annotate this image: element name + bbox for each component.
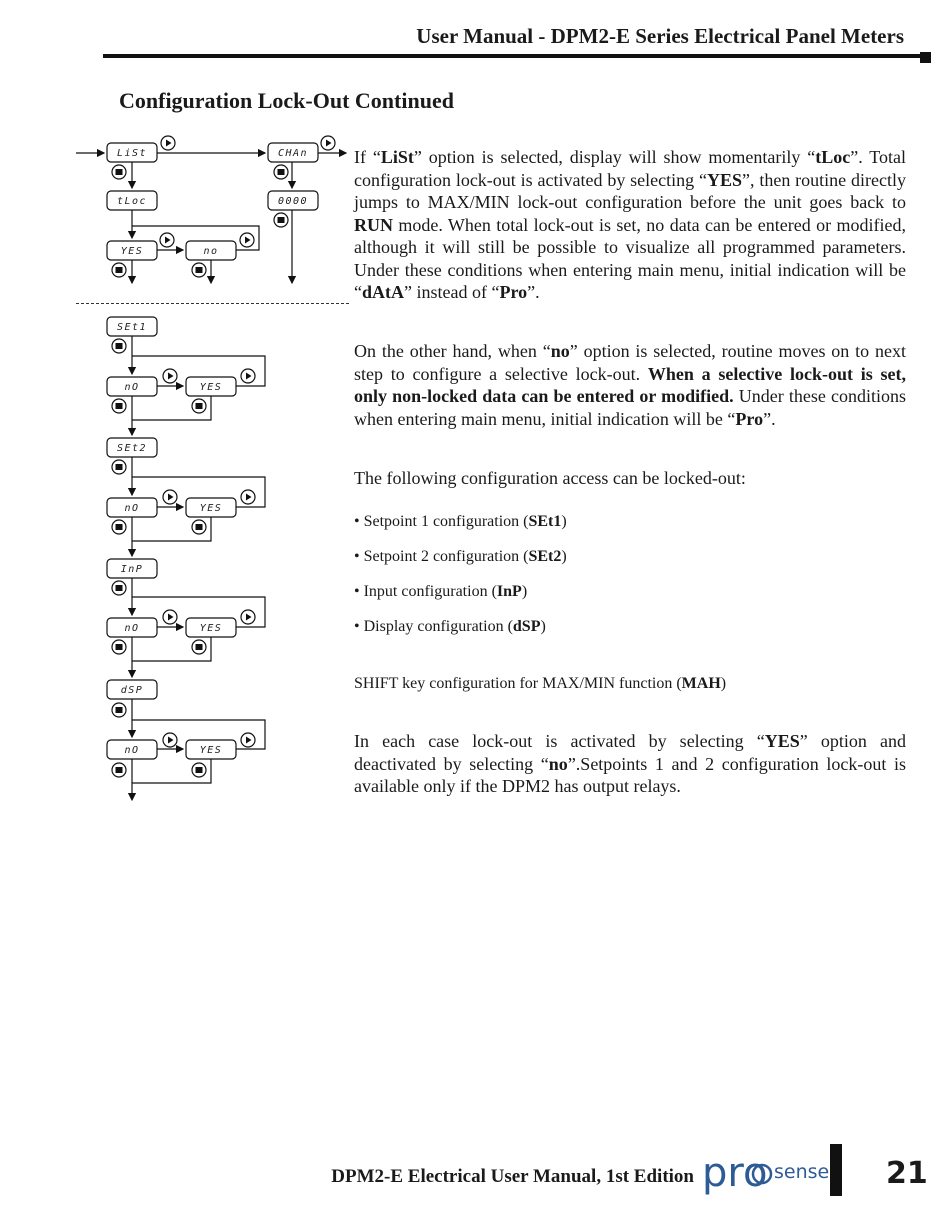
- enter-key-icon: [112, 703, 126, 717]
- shift-key-icon: [240, 233, 254, 247]
- enter-key-icon: [192, 763, 206, 777]
- display-chan: CHAn: [277, 148, 309, 159]
- enter-key-icon: [112, 263, 126, 277]
- section-title: Configuration Lock-Out Continued: [119, 88, 454, 113]
- enter-key-icon: [274, 213, 288, 227]
- enter-key-icon: [192, 520, 206, 534]
- display-no: nO: [124, 382, 140, 393]
- display-yes: YES: [199, 382, 223, 393]
- enter-key-icon: [112, 399, 126, 413]
- shift-key-icon: [241, 610, 255, 624]
- enter-key-icon: [112, 640, 126, 654]
- enter-key-icon: [112, 520, 126, 534]
- enter-key-icon: [112, 460, 126, 474]
- logo-pro-text: pro: [702, 1150, 768, 1196]
- footer-title: DPM2-E Electrical User Manual, 1st Edition: [331, 1166, 694, 1187]
- shift-key-icon: [321, 136, 335, 150]
- page-number: 21: [886, 1156, 928, 1191]
- shift-key-icon: [160, 233, 174, 247]
- enter-key-icon: [112, 763, 126, 777]
- shift-key-icon: [163, 490, 177, 504]
- display-set1: SEt1: [116, 322, 148, 333]
- paragraph-total-lockout: If “LiSt” option is selected, display will show momentarily “tLoc”. Total configuration lock-out is activated by selecting “YES”, then routine directly jumps to MAX/MIN lock-out configuration before the unit goes back to RUN mode. When total lock-out is set, no data can be entered or modified, although it will still be possible to visualize all programmed parameters. Under these conditions when entering main menu, initial indication will be “dAtA” instead of “Pro”.: [354, 147, 906, 302]
- enter-key-icon: [192, 640, 206, 654]
- enter-key-icon: [274, 165, 288, 179]
- bullet-item: • Setpoint 2 configuration (SEt2): [354, 548, 567, 565]
- enter-key-icon: [192, 263, 206, 277]
- display-no: nO: [124, 623, 140, 634]
- header-square: [920, 52, 931, 63]
- logo-sense-text: sense: [774, 1161, 830, 1183]
- shift-key-icon: [163, 733, 177, 747]
- bullet-item: • Setpoint 1 configuration (SEt1): [354, 513, 567, 530]
- display-zeros: 0000: [277, 196, 309, 207]
- display-yes: YES: [199, 623, 223, 634]
- prosense-logo: [700, 1144, 830, 1196]
- display-yes: YES: [199, 503, 223, 514]
- shift-key-icon: [241, 490, 255, 504]
- bullet-item: • Display configuration (dSP): [354, 618, 546, 635]
- flow-diagram: [0, 0, 350, 810]
- enter-key-icon: [192, 399, 206, 413]
- enter-key-icon: [112, 339, 126, 353]
- display-list: LiSt: [116, 148, 148, 159]
- enter-key-icon: [112, 581, 126, 595]
- footer-bar: [830, 1144, 842, 1196]
- display-no: nO: [124, 745, 140, 756]
- shift-key-icon: [241, 733, 255, 747]
- paragraph-activation: In each case lock-out is activated by selecting “YES” option and deactivated by selecting “no”.Setpoints 1 and 2 configuration lock-out is available only if the DPM2 has output relays.: [354, 731, 906, 796]
- paragraph-shift-key: SHIFT key configuration for MAX/MIN function (MAH): [354, 675, 727, 692]
- shift-key-icon: [163, 610, 177, 624]
- display-set2: SEt2: [116, 443, 148, 454]
- shift-key-icon: [241, 369, 255, 383]
- display-dsp: dSP: [120, 685, 144, 696]
- section-divider: [76, 303, 349, 304]
- display-yes: YES: [120, 246, 144, 257]
- header-title: User Manual - DPM2-E Series Electrical Panel Meters: [416, 24, 904, 48]
- display-no: nO: [124, 503, 140, 514]
- shift-key-icon: [163, 369, 177, 383]
- display-yes: YES: [199, 745, 223, 756]
- display-inp: InP: [120, 564, 144, 575]
- paragraph-selective-lockout: On the other hand, when “no” option is selected, routine moves on to next step to configure a selective lock-out. When a selective lock-out is set, only non-locked data can be entered or modified. Under these conditions when entering main menu, initial indication will be “Pro”.: [354, 341, 906, 429]
- display-no: no: [203, 246, 219, 257]
- display-tloc: tLoc: [116, 196, 148, 207]
- enter-key-icon: [112, 165, 126, 179]
- paragraph-lockable-intro: The following configuration access can be locked-out:: [354, 468, 746, 488]
- shift-key-icon: [161, 136, 175, 150]
- bullet-item: • Input configuration (InP): [354, 583, 528, 600]
